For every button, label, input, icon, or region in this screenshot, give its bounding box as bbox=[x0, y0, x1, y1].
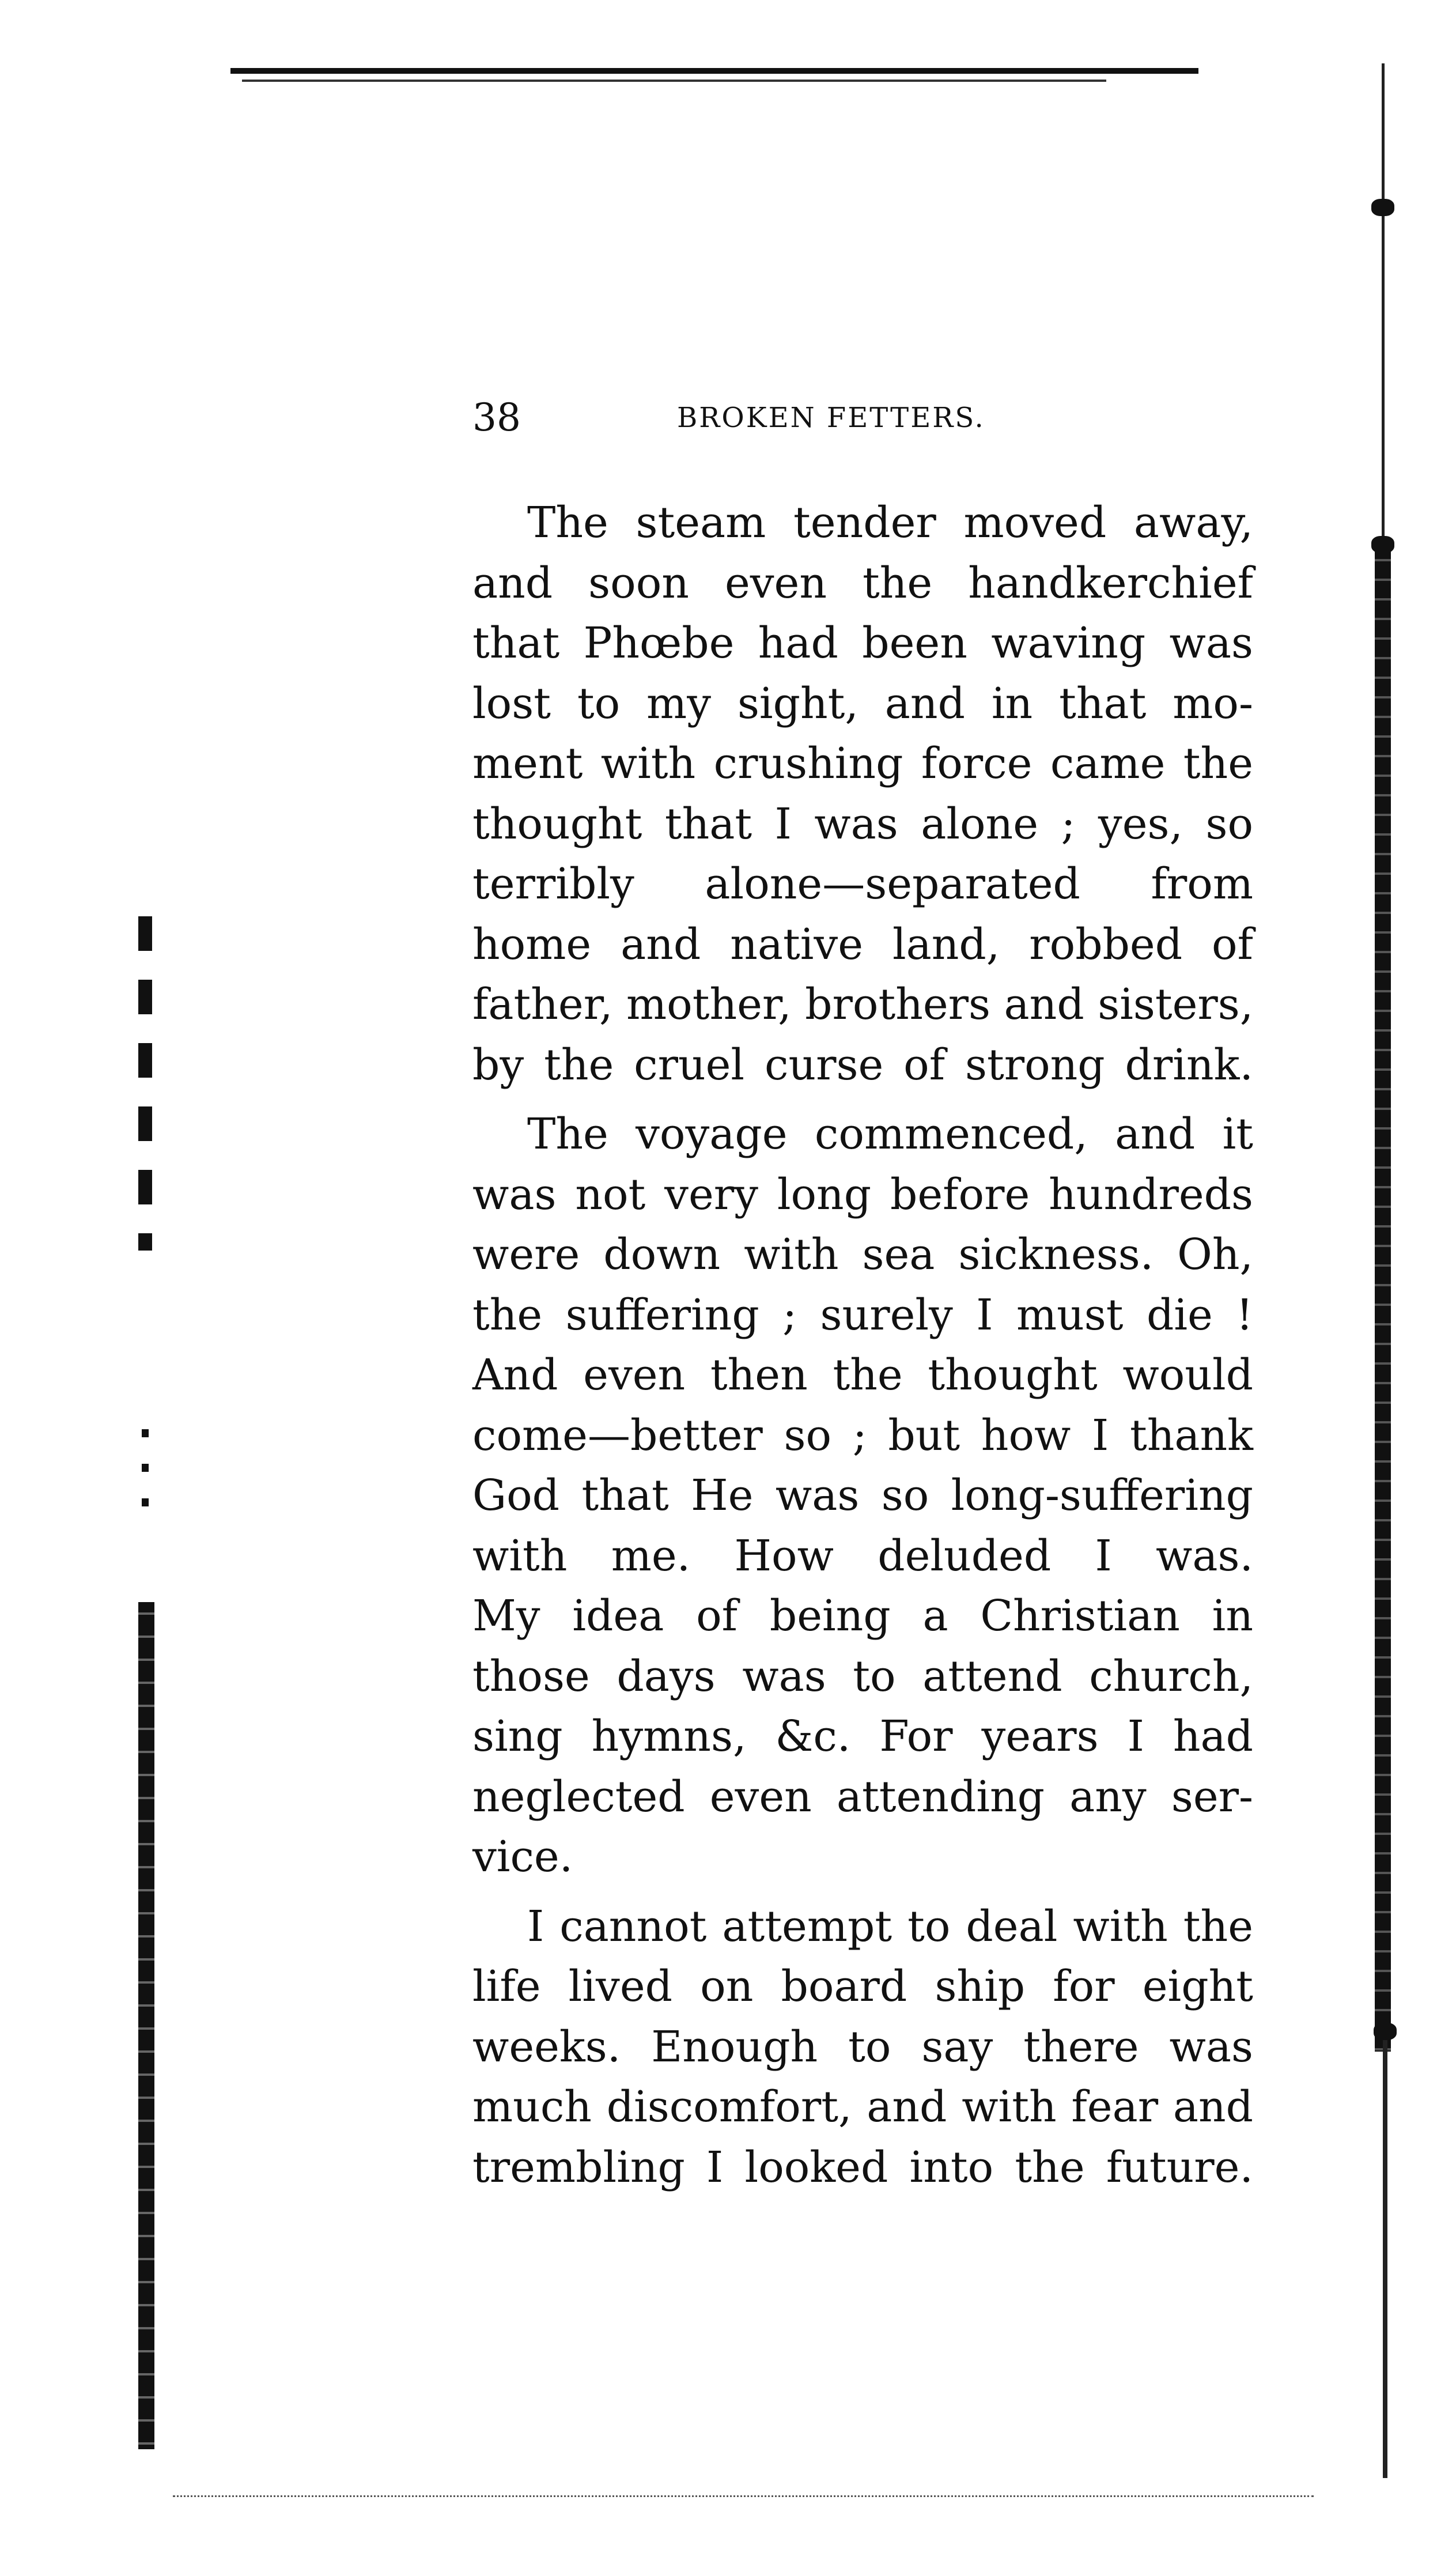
top-decorative-rule bbox=[230, 68, 1198, 74]
text-line: The steam tender moved away, bbox=[527, 498, 1253, 547]
right-binding-edge-upper bbox=[1382, 63, 1385, 547]
text-line: lost to my sight, and in that mo- bbox=[472, 678, 1253, 728]
right-binding-knob bbox=[1374, 2023, 1397, 2040]
body-text bbox=[472, 493, 1253, 2197]
page-header bbox=[472, 392, 1256, 444]
text-line: were down with sea sickness. Oh, bbox=[472, 1230, 1253, 1279]
text-line: by the cruel curse of strong drink. bbox=[472, 1040, 1253, 1090]
text-line: and soon even the handkerchief bbox=[472, 558, 1253, 608]
text-line: And even then the thought would bbox=[472, 1350, 1253, 1400]
right-binding-knob bbox=[1371, 199, 1394, 216]
page-number: 38 bbox=[472, 395, 521, 440]
left-binding-edge bbox=[138, 1602, 154, 2449]
text-line: that Phœbe had been waving was bbox=[472, 618, 1253, 668]
text-line: My idea of being a Christian in bbox=[472, 1591, 1253, 1641]
text-line: The voyage commenced, and it bbox=[527, 1109, 1253, 1159]
text-line: neglected even attending any ser- bbox=[472, 1772, 1253, 1822]
running-title: BROKEN FETTERS. bbox=[677, 402, 985, 434]
bottom-scan-specks bbox=[173, 2495, 1314, 2497]
text-line: I cannot attempt to deal with the bbox=[527, 1901, 1253, 1951]
right-binding-edge-lower bbox=[1383, 2040, 1387, 2478]
paragraph bbox=[472, 1897, 1253, 2198]
text-line: with me. How deluded I was. bbox=[472, 1531, 1253, 1581]
text-line: God that He was so long-suffering bbox=[472, 1471, 1253, 1520]
text-line: vice. bbox=[472, 1832, 573, 1882]
text-line: sing hymns, &c. For years I had bbox=[472, 1712, 1253, 1761]
top-decorative-rule-secondary bbox=[242, 80, 1106, 82]
text-line: thought that I was alone ; yes, so bbox=[472, 799, 1253, 849]
text-line: life lived on board ship for eight bbox=[472, 1962, 1253, 2011]
left-binding-marks bbox=[138, 916, 152, 1251]
text-line: those days was to attend church, bbox=[472, 1651, 1253, 1701]
paragraph bbox=[472, 493, 1253, 1095]
right-binding-edge-middle bbox=[1375, 542, 1391, 2052]
text-line: terribly alone—separated from bbox=[472, 859, 1253, 909]
text-line: was not very long before hundreds bbox=[472, 1169, 1253, 1219]
text-line: weeks. Enough to say there was bbox=[472, 2022, 1253, 2072]
text-line: much discomfort, and with fear and bbox=[472, 2082, 1253, 2132]
text-line: ment with crushing force came the bbox=[472, 739, 1253, 788]
paragraph bbox=[472, 1104, 1253, 1887]
text-line: come—better so ; but how I thank bbox=[472, 1410, 1253, 1460]
text-line: home and native land, robbed of bbox=[472, 919, 1253, 969]
text-line: father, mother, brothers and sisters, bbox=[472, 980, 1254, 1029]
text-line: the suffering ; surely I must die ! bbox=[472, 1290, 1253, 1340]
text-line: trembling I looked into the future. bbox=[472, 2142, 1253, 2192]
left-binding-dots bbox=[142, 1429, 149, 1521]
